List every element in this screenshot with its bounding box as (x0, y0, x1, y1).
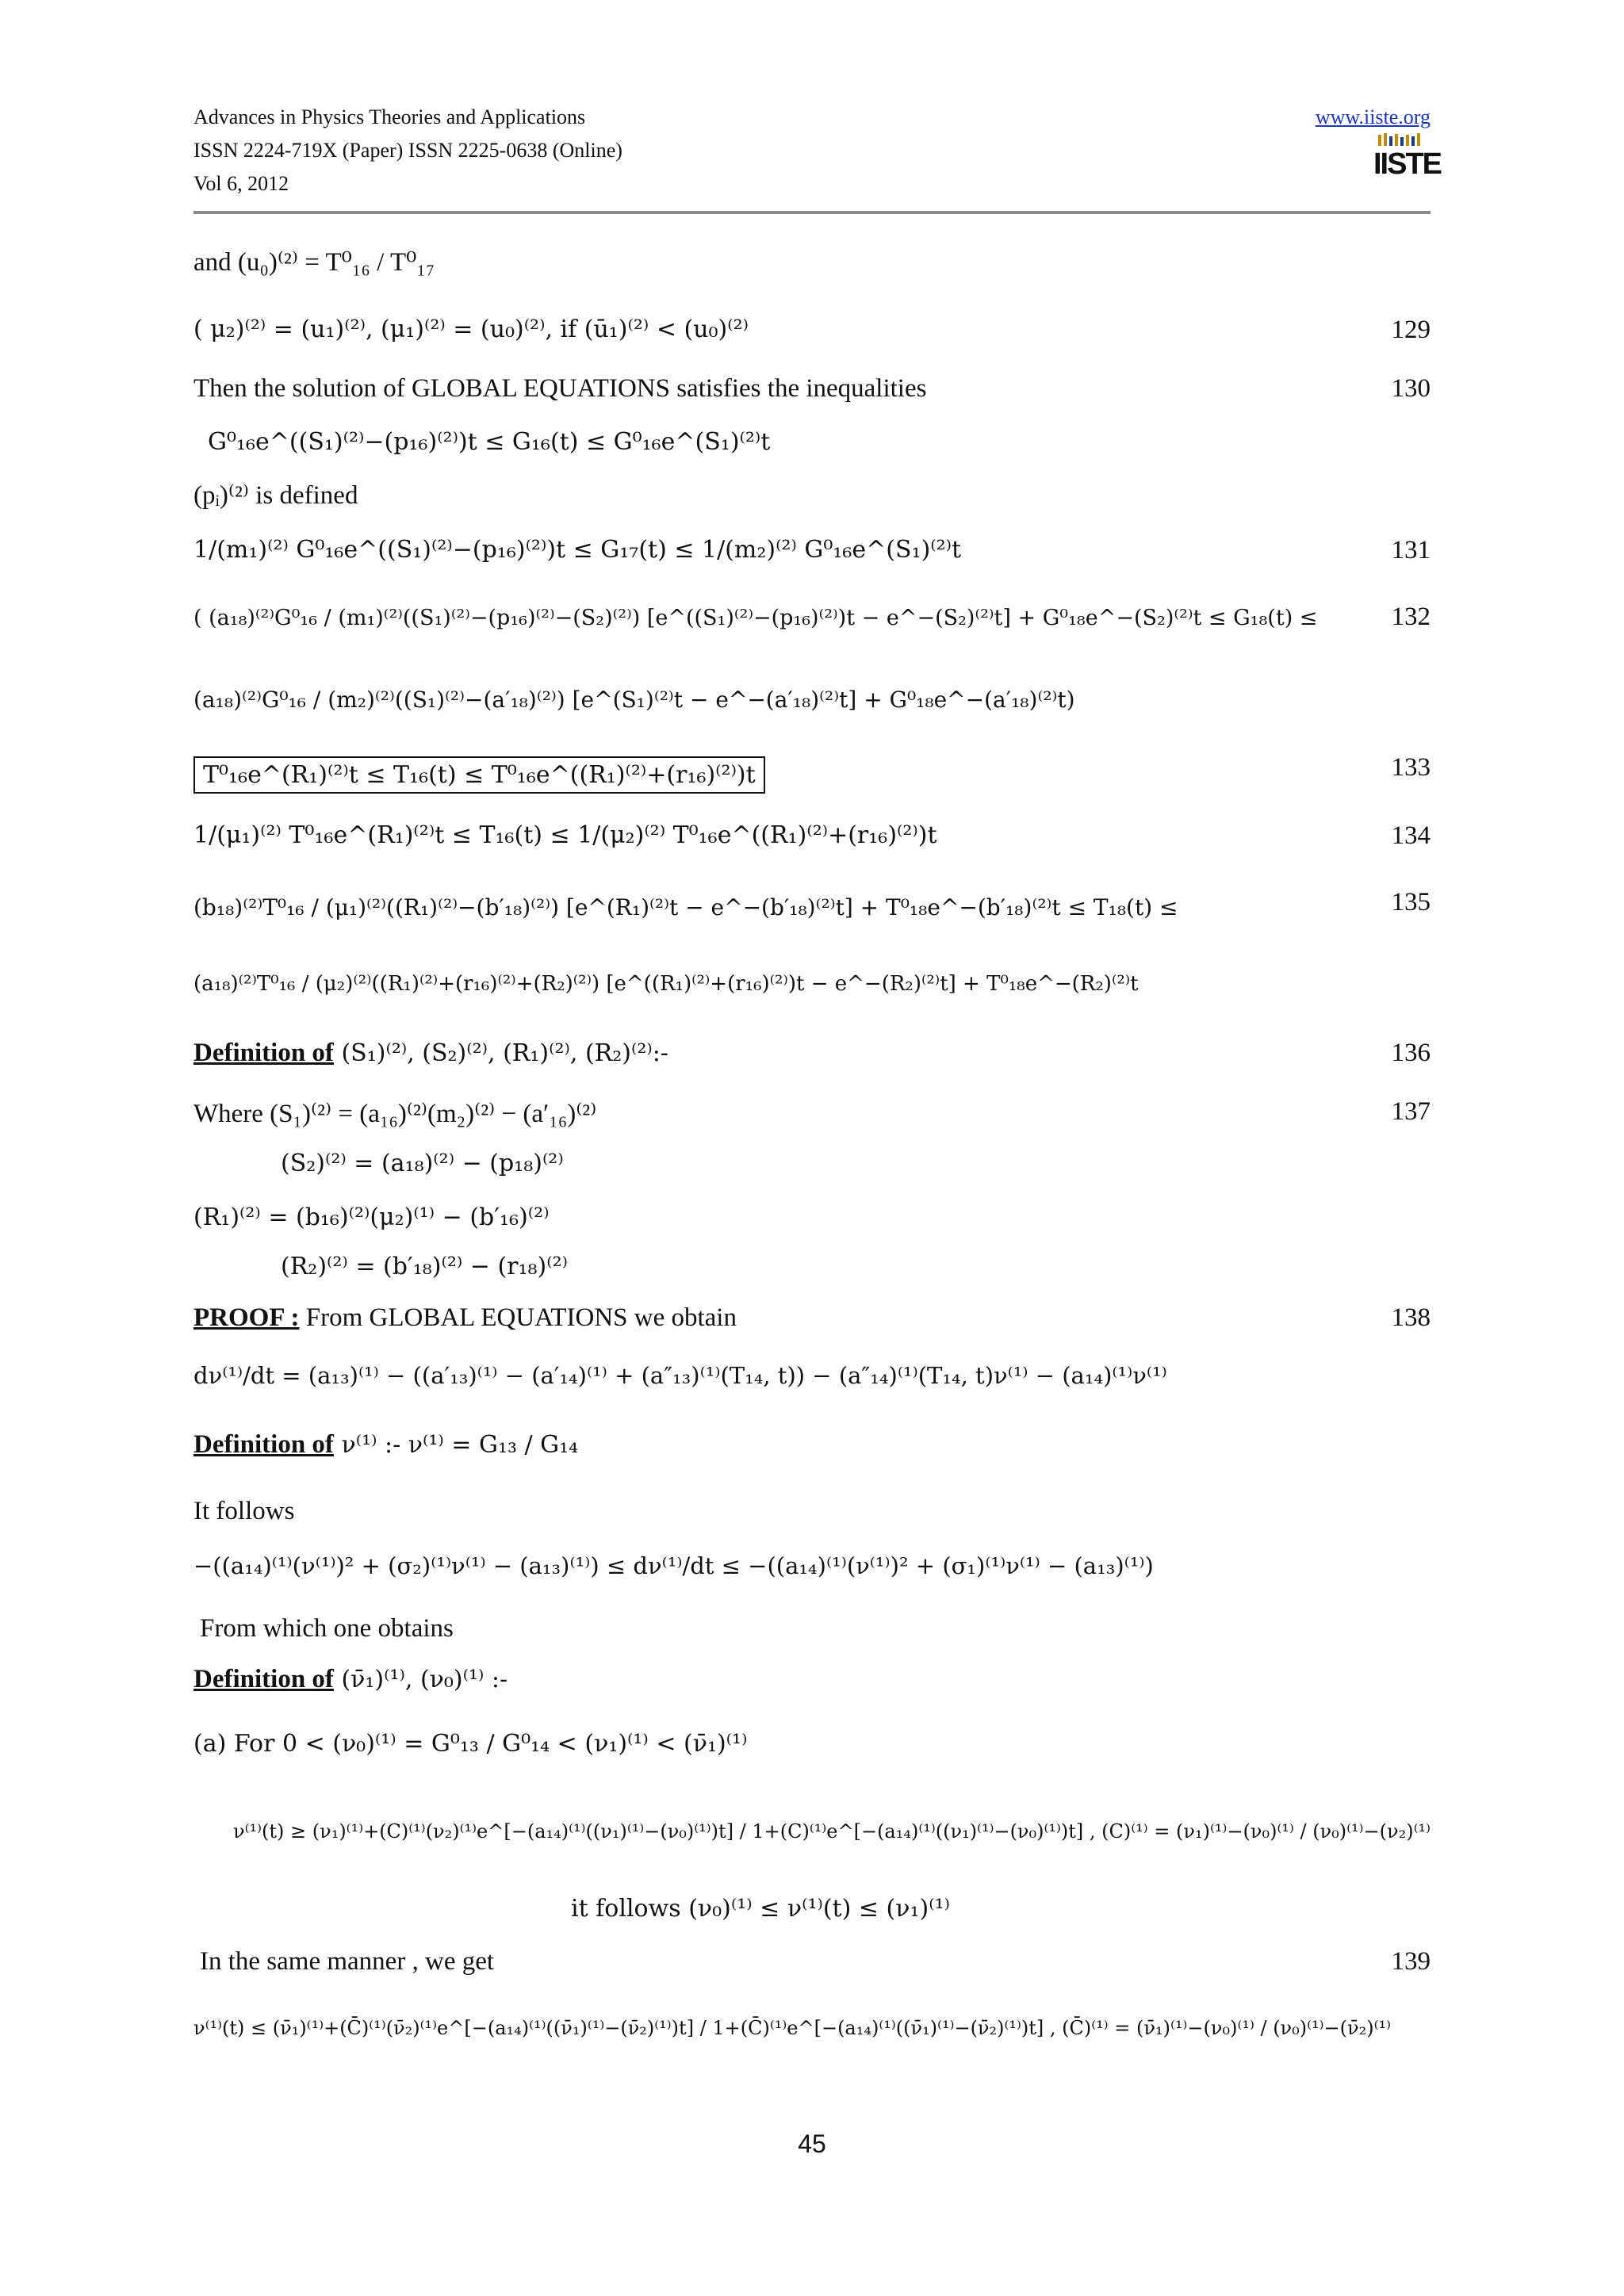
eq-number-135: 135 (1391, 888, 1431, 916)
volume: Vol 6, 2012 (193, 172, 289, 195)
eq-line-def-nu-bar: Definition of (ν̄₁)⁽¹⁾, (ν₀)⁽¹⁾ :- (193, 1665, 508, 1693)
eq-line-138: PROOF : From GLOBAL EQUATIONS we obtain (193, 1303, 737, 1332)
eq-line-131: 1/(m₁)⁽²⁾ G⁰₁₆e^((S₁)⁽²⁾−(p₁₆)⁽²⁾)t ≤ G₁₇(t) ≤ 1/(m₂)⁽²⁾ G⁰₁₆e^(S₁)⁽²⁾t (193, 536, 962, 564)
eq-number-134: 134 (1391, 821, 1431, 850)
eq-number-137: 137 (1391, 1097, 1431, 1126)
eq-line-135: (b₁₈)⁽²⁾T⁰₁₆ / (μ₁)⁽²⁾((R₁)⁽²⁾−(b′₁₈)⁽²⁾) [e^(R₁)⁽²⁾t − e^−(b′₁₈)⁽²⁾t] + T⁰₁₈e^−(b′₁₈)⁽²⁾t ≤ T₁₈(t) ≤ (193, 894, 1178, 920)
eq-number-131: 131 (1391, 536, 1431, 564)
text-from-which: From which one obtains (200, 1614, 454, 1643)
eq-line-r1: (R₁)⁽²⁾ = (b₁₆)⁽²⁾(μ₂)⁽¹⁾ − (b′₁₆)⁽²⁾ (193, 1203, 550, 1231)
logo-text: IISTE (1373, 147, 1442, 181)
issn: ISSN 2224-719X (Paper) ISSN 2225-0638 (Online) (193, 139, 622, 162)
eq-line-136: Definition of (S₁)⁽²⁾, (S₂)⁽²⁾, (R₁)⁽²⁾, (R₂)⁽²⁾:- (193, 1039, 668, 1067)
eq-line-g16: G⁰₁₆e^((S₁)⁽²⁾−(p₁₆)⁽²⁾)t ≤ G₁₆(t) ≤ G⁰₁₆e^(S₁)⁽²⁾t (208, 428, 771, 456)
iiste-logo-icon (1373, 133, 1442, 182)
eq-line-132: ( (a₁₈)⁽²⁾G⁰₁₆ / (m₁)⁽²⁾((S₁)⁽²⁾−(p₁₆)⁽²⁾−(S₂)⁽²⁾) [e^((S₁)⁽²⁾−(p₁₆)⁽²⁾)t − e^−(S₂)⁽²⁾t] + G⁰₁₈e^−(S₂)⁽²⁾t ≤ G₁₈(t) ≤ (193, 606, 1318, 630)
eq-line-137: Where (S₁)⁽²⁾ = (a₁₆)⁽²⁾(m₂)⁽²⁾ − (a′₁₆)⁽²⁾ (193, 1100, 597, 1128)
eq-line-139: In the same manner , we get (200, 1947, 495, 1976)
eq-line-inequality: −((a₁₄)⁽¹⁾(ν⁽¹⁾)² + (σ₂)⁽¹⁾ν⁽¹⁾ − (a₁₃)⁽¹⁾) ≤ dν⁽¹⁾/dt ≤ −((a₁₄)⁽¹⁾(ν⁽¹⁾)² + (σ₁)⁽¹⁾ν⁽¹⁾ − (a₁₃)⁽¹⁾) (193, 1552, 1154, 1579)
eq-line-133: T⁰₁₆e^(R₁)⁽²⁾t ≤ T₁₆(t) ≤ T⁰₁₆e^((R₁)⁽²⁾+(r₁₆)⁽²⁾)t (193, 756, 765, 794)
eq-line-134: 1/(μ₁)⁽²⁾ T⁰₁₆e^(R₁)⁽²⁾t ≤ T₁₆(t) ≤ 1/(μ₂)⁽²⁾ T⁰₁₆e^((R₁)⁽²⁾+(r₁₆)⁽²⁾)t (193, 821, 937, 849)
eq-line-case-a: (a) For 0 < (ν₀)⁽¹⁾ = G⁰₁₃ / G⁰₁₄ < (ν₁)⁽¹⁾ < (ν̄₁)⁽¹⁾ (193, 1730, 748, 1758)
text-it-follows: It follows (193, 1497, 295, 1525)
eq-number-129: 129 (1391, 316, 1431, 344)
eq-line-dv-dt: dν⁽¹⁾/dt = (a₁₃)⁽¹⁾ − ((a′₁₃)⁽¹⁾ − (a′₁₄)⁽¹⁾ + (a″₁₃)⁽¹⁾(T₁₄, t)) − (a″₁₄)⁽¹⁾(T₁₄, t)ν⁽¹⁾ − (a₁₄)⁽¹⁾ν⁽¹⁾ (193, 1362, 1167, 1389)
eq-line-r2: (R₂)⁽²⁾ = (b′₁₈)⁽²⁾ − (r₁₈)⁽²⁾ (281, 1253, 569, 1280)
eq-line-u0: and (u₀)⁽²⁾ = T⁰₁₆ / T⁰₁₇ (193, 248, 435, 277)
eq-number-132: 132 (1391, 603, 1431, 631)
journal-url[interactable]: www.iiste.org (1315, 105, 1431, 128)
eq-line-132-cont: (a₁₈)⁽²⁾G⁰₁₆ / (m₂)⁽²⁾((S₁)⁽²⁾−(a′₁₈)⁽²⁾) [e^(S₁)⁽²⁾t − e^−(a′₁₈)⁽²⁾t] + G⁰₁₈e^−(a′₁₈)⁽²⁾t) (193, 687, 1075, 713)
eq-number-130: 130 (1391, 374, 1431, 403)
eq-number-138: 138 (1391, 1303, 1431, 1332)
eq-number-139: 139 (1391, 1947, 1431, 1976)
journal-title: Advances in Physics Theories and Applications (193, 105, 586, 128)
eq-line-129: ( μ₂)⁽²⁾ = (u₁)⁽²⁾, (μ₁)⁽²⁾ = (u₀)⁽²⁾, if (ū₁)⁽²⁾ < (u₀)⁽²⁾ (193, 316, 749, 343)
page-number: 45 (798, 2130, 826, 2158)
eq-number-133: 133 (1391, 753, 1431, 782)
eq-line-upper-bound: ν⁽¹⁾(t) ≤ (ν̄₁)⁽¹⁾+(C̄)⁽¹⁾(ν̄₂)⁽¹⁾e^[−(a₁₄)⁽¹⁾((ν̄₁)⁽¹⁾−(ν̄₂)⁽¹⁾)t] / 1+(C̄)⁽¹⁾e^[−(a₁₄)⁽¹⁾((ν̄₁)⁽¹⁾−(ν̄₂)⁽¹⁾)t] , (C̄)⁽¹⁾ = (ν̄₁)⁽¹⁾−(ν₀)⁽¹⁾ / (ν₀)⁽¹⁾−(ν̄₂)⁽¹⁾ (193, 2017, 1391, 2039)
eq-line-def-nu: Definition of ν⁽¹⁾ :- ν⁽¹⁾ = G₁₃ / G₁₄ (193, 1430, 579, 1459)
eq-line-lower-bound: ν⁽¹⁾(t) ≥ (ν₁)⁽¹⁾+(C)⁽¹⁾(ν₂)⁽¹⁾e^[−(a₁₄)⁽¹⁾((ν₁)⁽¹⁾−(ν₀)⁽¹⁾)t] / 1+(C)⁽¹⁾e^[−(a₁₄)⁽¹⁾((ν₁)⁽¹⁾−(ν₀)⁽¹⁾)t] , (C)⁽¹⁾ = (ν₁)⁽¹⁾−(ν₀)⁽¹⁾ / (ν₀)⁽¹⁾−(ν₂)⁽¹⁾ (233, 1820, 1431, 1843)
eq-line-135-cont: (a₁₈)⁽²⁾T⁰₁₆ / (μ₂)⁽²⁾((R₁)⁽²⁾+(r₁₆)⁽²⁾+(R₂)⁽²⁾) [e^((R₁)⁽²⁾+(r₁₆)⁽²⁾)t − e^−(R₂)⁽²⁾t] + T⁰₁₈e^−(R₂)⁽²⁾t (193, 972, 1139, 996)
eq-line-130: Then the solution of GLOBAL EQUATIONS satisfies the inequalities (193, 374, 927, 403)
eq-line-it-follows: it follows (ν₀)⁽¹⁾ ≤ ν⁽¹⁾(t) ≤ (ν₁)⁽¹⁾ (571, 1895, 950, 1923)
eq-line-s2: (S₂)⁽²⁾ = (a₁₈)⁽²⁾ − (p₁₈)⁽²⁾ (281, 1150, 564, 1177)
eq-number-136: 136 (1391, 1039, 1431, 1067)
eq-line-pi-defined: (pᵢ)⁽²⁾ is defined (193, 481, 358, 510)
header-divider (193, 211, 1431, 214)
